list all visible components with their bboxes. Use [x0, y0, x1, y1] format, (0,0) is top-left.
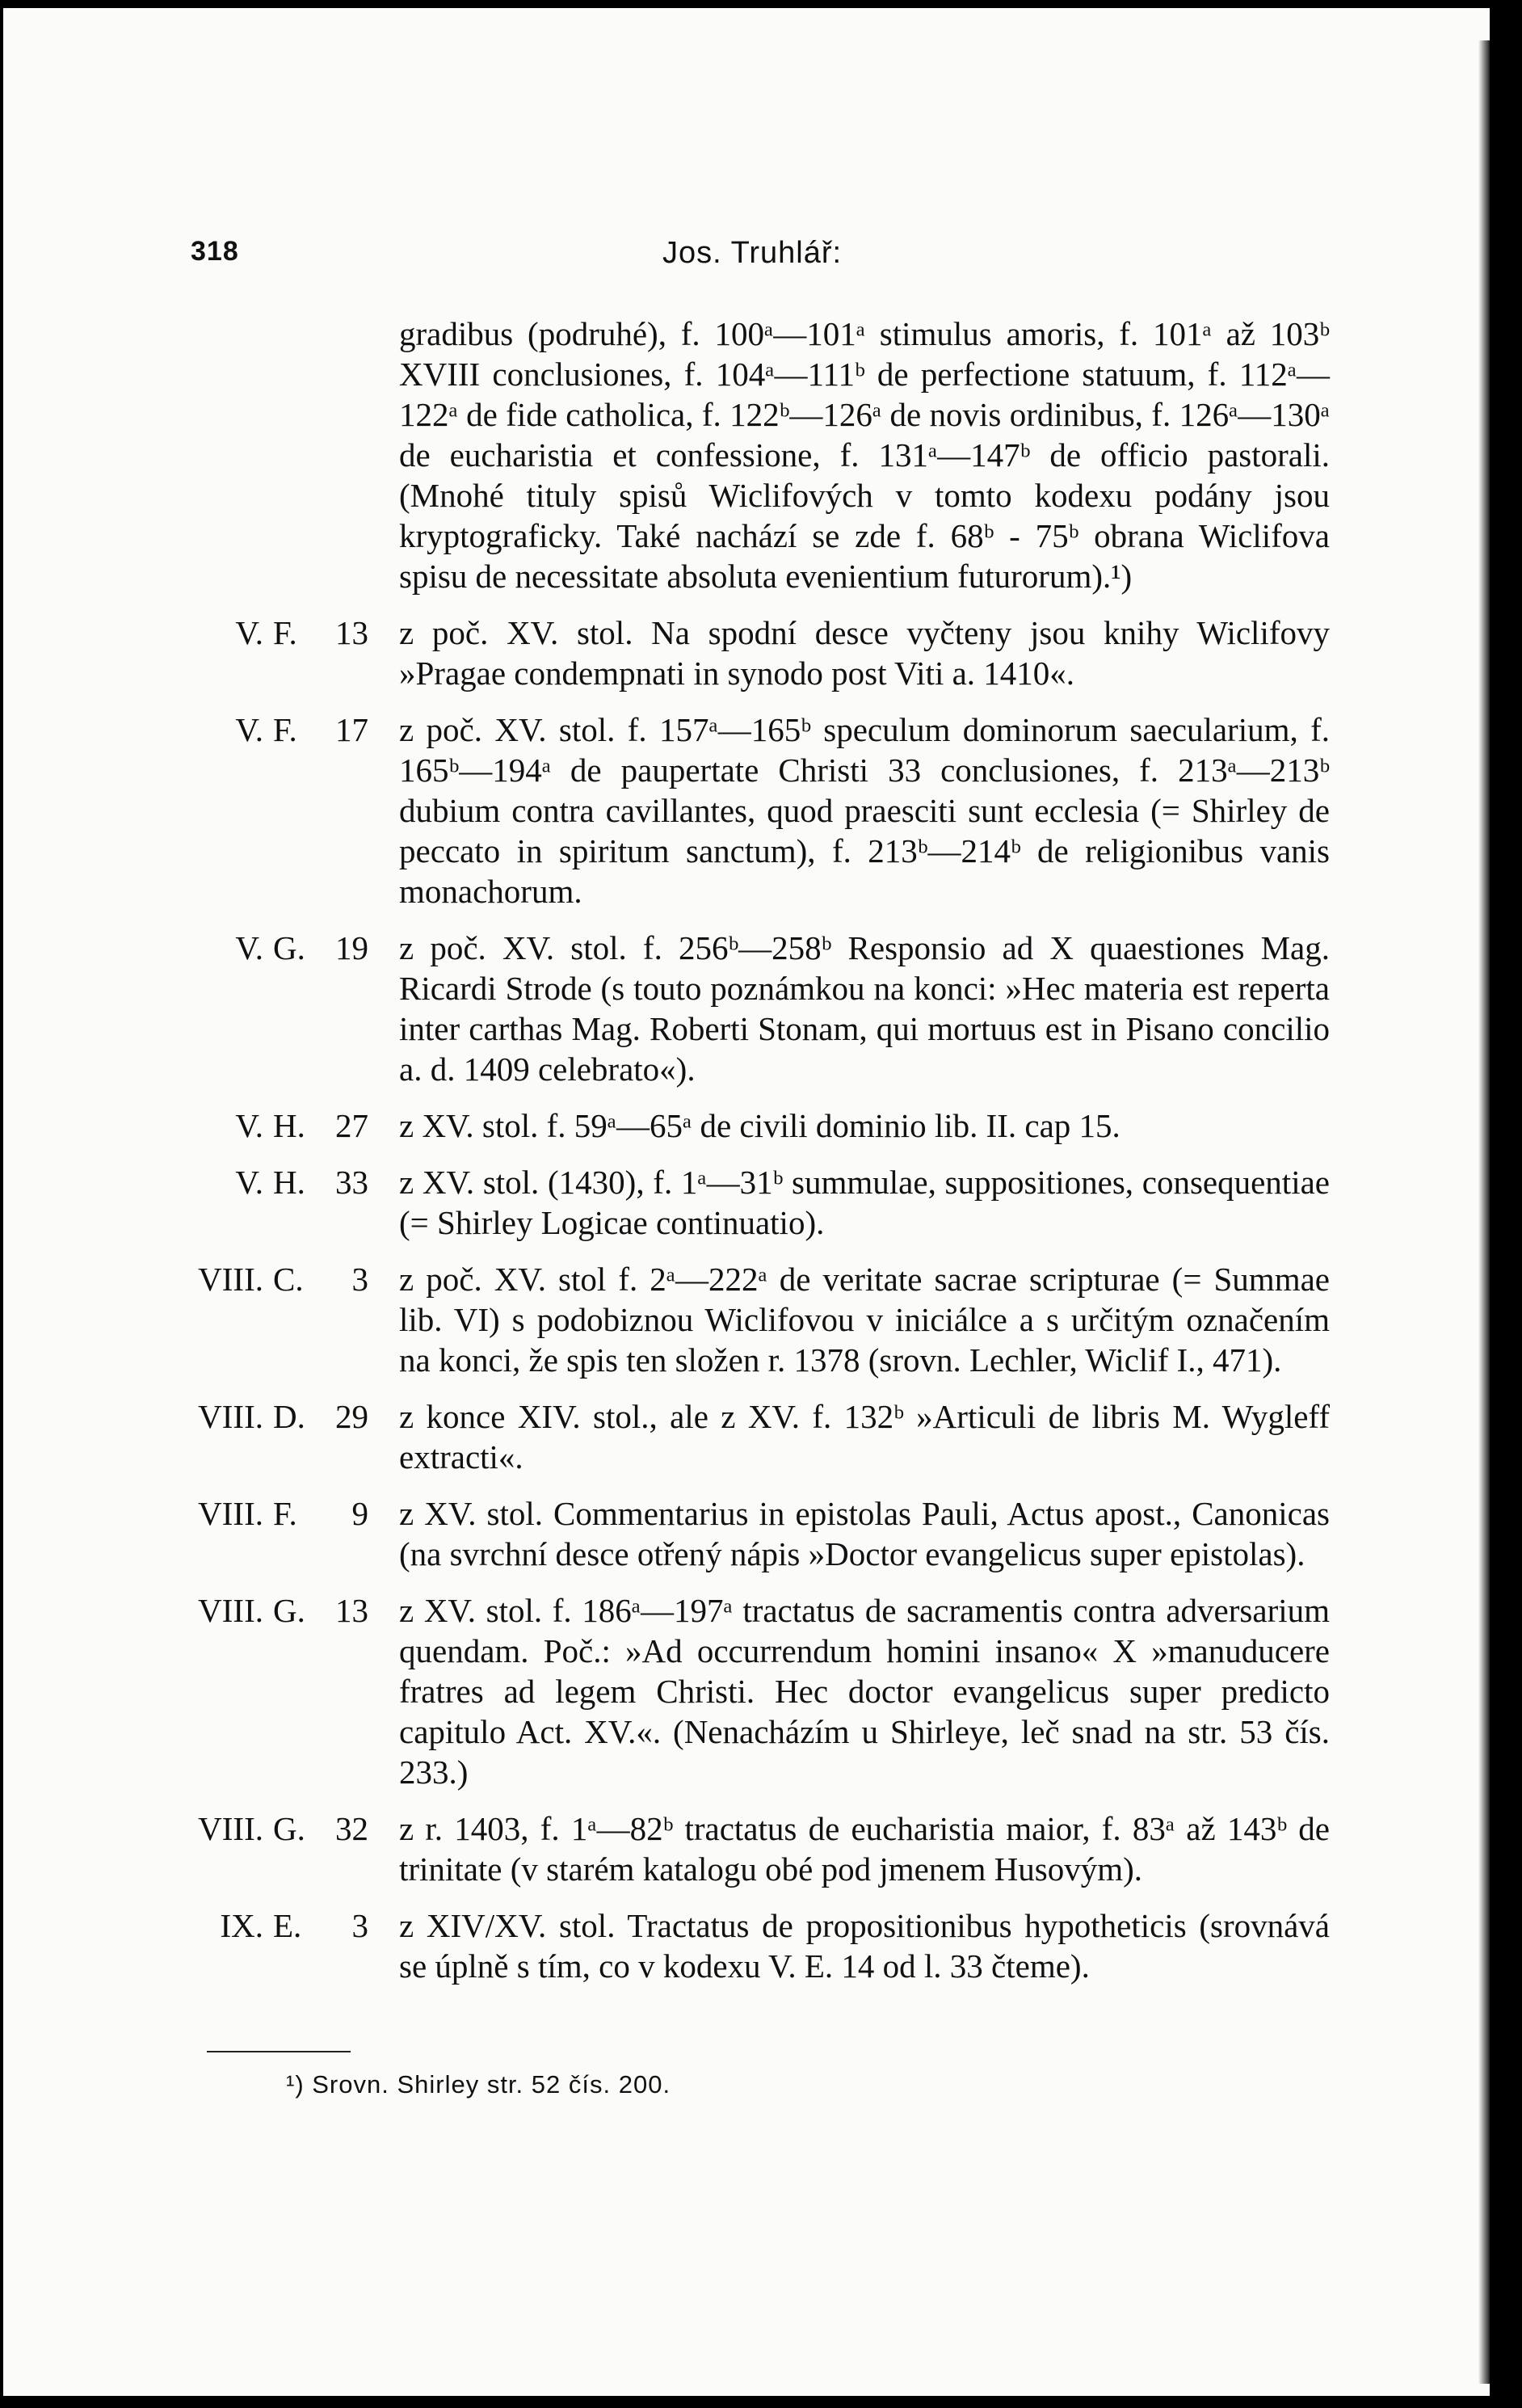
shelfmark: [191, 1905, 368, 1946]
book-page: [3, 8, 1490, 2396]
shelfmark-letter: E.: [273, 1907, 302, 1944]
intro-paragraph: [191, 314, 1338, 596]
shelfmark-letter: F.: [273, 614, 297, 651]
shelfmark-roman: IX.: [220, 1907, 263, 1944]
shelfmark-roman: V.: [235, 929, 263, 966]
manuscript-entry: [191, 613, 1338, 693]
shelfmark: [191, 1493, 368, 1534]
shelfmark-roman: VIII.: [198, 1592, 263, 1629]
shelfmark: [191, 1259, 368, 1299]
shelfmark: [191, 1396, 368, 1437]
shelfmark-number: 17: [335, 711, 368, 748]
footnote-rule: [207, 2051, 351, 2052]
shelfmark-roman: V.: [235, 1107, 263, 1144]
shelfmark-number: 32: [335, 1810, 368, 1847]
shelfmark-number: 9: [351, 1495, 368, 1532]
shelfmark-number: 3: [351, 1907, 368, 1944]
entry-description: z konce XIV. stol., ale z XV. f. 132ᵇ »Articuli de libris M. Wygleff extracti«.: [399, 1398, 1330, 1476]
manuscript-entry-list: [191, 613, 1338, 1986]
entry-description: z poč. XV. stol. f. 256ᵇ—258ᵇ Responsio ad X quaestiones Mag. Ricardi Strode (s touto poznámkou na konci: »Hec materia est reperta inter carthas Mag. Roberti Stonam, qui mortuus est in Pisano concilio a. d. 1409 celebrato«).: [399, 929, 1330, 1088]
shelfmark-roman: V.: [235, 711, 263, 748]
shelfmark-number: 13: [335, 614, 368, 651]
manuscript-entry: [191, 1396, 1338, 1477]
shelfmark-letter: F.: [273, 711, 297, 748]
entry-description: z XV. stol. Commentarius in epistolas Pauli, Actus apost., Canonicas (na svrchní desce otřený nápis »Doctor evangelicus super epistolas).: [399, 1495, 1330, 1572]
shelfmark-letter: F.: [273, 1495, 297, 1532]
shelfmark-number: 3: [351, 1261, 368, 1298]
shelfmark-roman: VIII.: [198, 1495, 263, 1532]
shelfmark-number: 29: [335, 1398, 368, 1435]
shelfmark-number: 13: [335, 1592, 368, 1629]
entry-description: z r. 1403, f. 1ᵃ—82ᵇ tractatus de eucharistia maior, f. 83ᵃ až 143ᵇ de trinitate (v starém katalogu obé pod jmenem Husovým).: [399, 1810, 1330, 1888]
shelfmark-number: 27: [335, 1107, 368, 1144]
manuscript-entry: [191, 928, 1338, 1089]
shelfmark-letter: G.: [273, 1810, 305, 1847]
entry-description: z XV. stol. f. 186ᵃ—197ᵃ tractatus de sacramentis contra adversarium quendam. Poč.: »Ad occurrendum homini insano« X »manuducere fratres ad legem Christi. Hec doctor evangelicus super predicto capitulo Act. XV.«. (Nenacházím u Shirleye, leč snad na str. 53 čís. 233.): [399, 1592, 1330, 1791]
shelfmark-roman: VIII.: [198, 1398, 263, 1435]
shelfmark: [191, 1162, 368, 1202]
shelfmark-letter: H.: [273, 1107, 305, 1144]
shelfmark-letter: G.: [273, 1592, 305, 1629]
footnote: ¹) Srovn. Shirley str. 52 čís. 200.: [286, 2070, 671, 2099]
page-header: [191, 236, 1338, 284]
manuscript-entry: [191, 1259, 1338, 1380]
shelfmark: [191, 1808, 368, 1849]
manuscript-entry: [191, 1105, 1338, 1146]
shelfmark: [191, 1590, 368, 1631]
manuscript-entry: [191, 709, 1338, 911]
shelfmark-roman: V.: [235, 1164, 263, 1201]
manuscript-entry: [191, 1590, 1338, 1792]
shelfmark-letter: C.: [273, 1261, 304, 1298]
shelfmark-letter: H.: [273, 1164, 305, 1201]
manuscript-entry: [191, 1162, 1338, 1243]
page-number: 318: [191, 236, 239, 267]
shelfmark: [191, 613, 368, 653]
entry-description: z XV. stol. (1430), f. 1ᵃ—31ᵇ summulae, suppositiones, consequentiae (= Shirley Logicae continuatio).: [399, 1164, 1330, 1241]
entry-description: z poč. XV. stol. Na spodní desce vyčteny jsou knihy Wiclifovy »Pragae condempnati in synodo post Viti a. 1410«.: [399, 614, 1330, 692]
shelfmark: [191, 709, 368, 750]
shelfmark-roman: VIII.: [198, 1810, 263, 1847]
shelfmark-letter: D.: [273, 1398, 305, 1435]
manuscript-entry: [191, 1808, 1338, 1889]
shelfmark-roman: VIII.: [198, 1261, 263, 1298]
shelfmark: [191, 1105, 368, 1146]
page-body: [191, 314, 1338, 2002]
shelfmark-number: 19: [335, 929, 368, 966]
intro-text: gradibus (podruhé), f. 100ᵃ—101ᵃ stimulus amoris, f. 101ᵃ až 103ᵇ XVIII conclusiones, f. 104ᵃ—111ᵇ de perfectione statuum, f. 112ᵃ—122ᵃ de fide catholica, f. 122ᵇ—126ᵃ de novis ordinibus, f. 126ᵃ—130ᵃ de eucharistia et confessione, f. 131ᵃ—147ᵇ de officio pastorali. (Mnohé tituly spisů Wiclifových v tomto kodexu podány jsou kryptograficky. Také nachází se zde f. 68ᵇ - 75ᵇ obrana Wiclifova spisu de necessitate absoluta evenientium futurorum).¹): [399, 315, 1330, 595]
entry-description: z XV. stol. f. 59ᵃ—65ᵃ de civili dominio lib. II. cap 15.: [399, 1107, 1120, 1144]
shelfmark-letter: G.: [273, 929, 305, 966]
running-title: Jos. Truhlář:: [662, 236, 843, 270]
page-edge: [1478, 40, 1490, 2384]
entry-description: z poč. XV. stol f. 2ᵃ—222ᵃ de veritate sacrae scripturae (= Summae lib. VI) s podobiznou Wiclifovou v iniciálce a s určitým označením na konci, že spis ten složen r. 1378 (srovn. Lechler, Wiclif I., 471).: [399, 1261, 1330, 1379]
shelfmark: [191, 928, 368, 968]
entry-description: z XIV/XV. stol. Tractatus de propositionibus hypotheticis (srovnává se úplně s tím, co v kodexu V. E. 14 od l. 33 čteme).: [399, 1907, 1330, 1985]
manuscript-entry: [191, 1905, 1338, 1986]
shelfmark-roman: V.: [235, 614, 263, 651]
shelfmark-number: 33: [335, 1164, 368, 1201]
manuscript-entry: [191, 1493, 1338, 1574]
entry-description: z poč. XV. stol. f. 157ᵃ—165ᵇ speculum dominorum saecularium, f. 165ᵇ—194ᵃ de paupertate Christi 33 conclusiones, f. 213ᵃ—213ᵇ dubium contra cavillantes, quod praesciti sunt ecclesia (= Shirley de peccato in spiritum sanctum), f. 213ᵇ—214ᵇ de religionibus vanis monachorum.: [399, 711, 1330, 910]
